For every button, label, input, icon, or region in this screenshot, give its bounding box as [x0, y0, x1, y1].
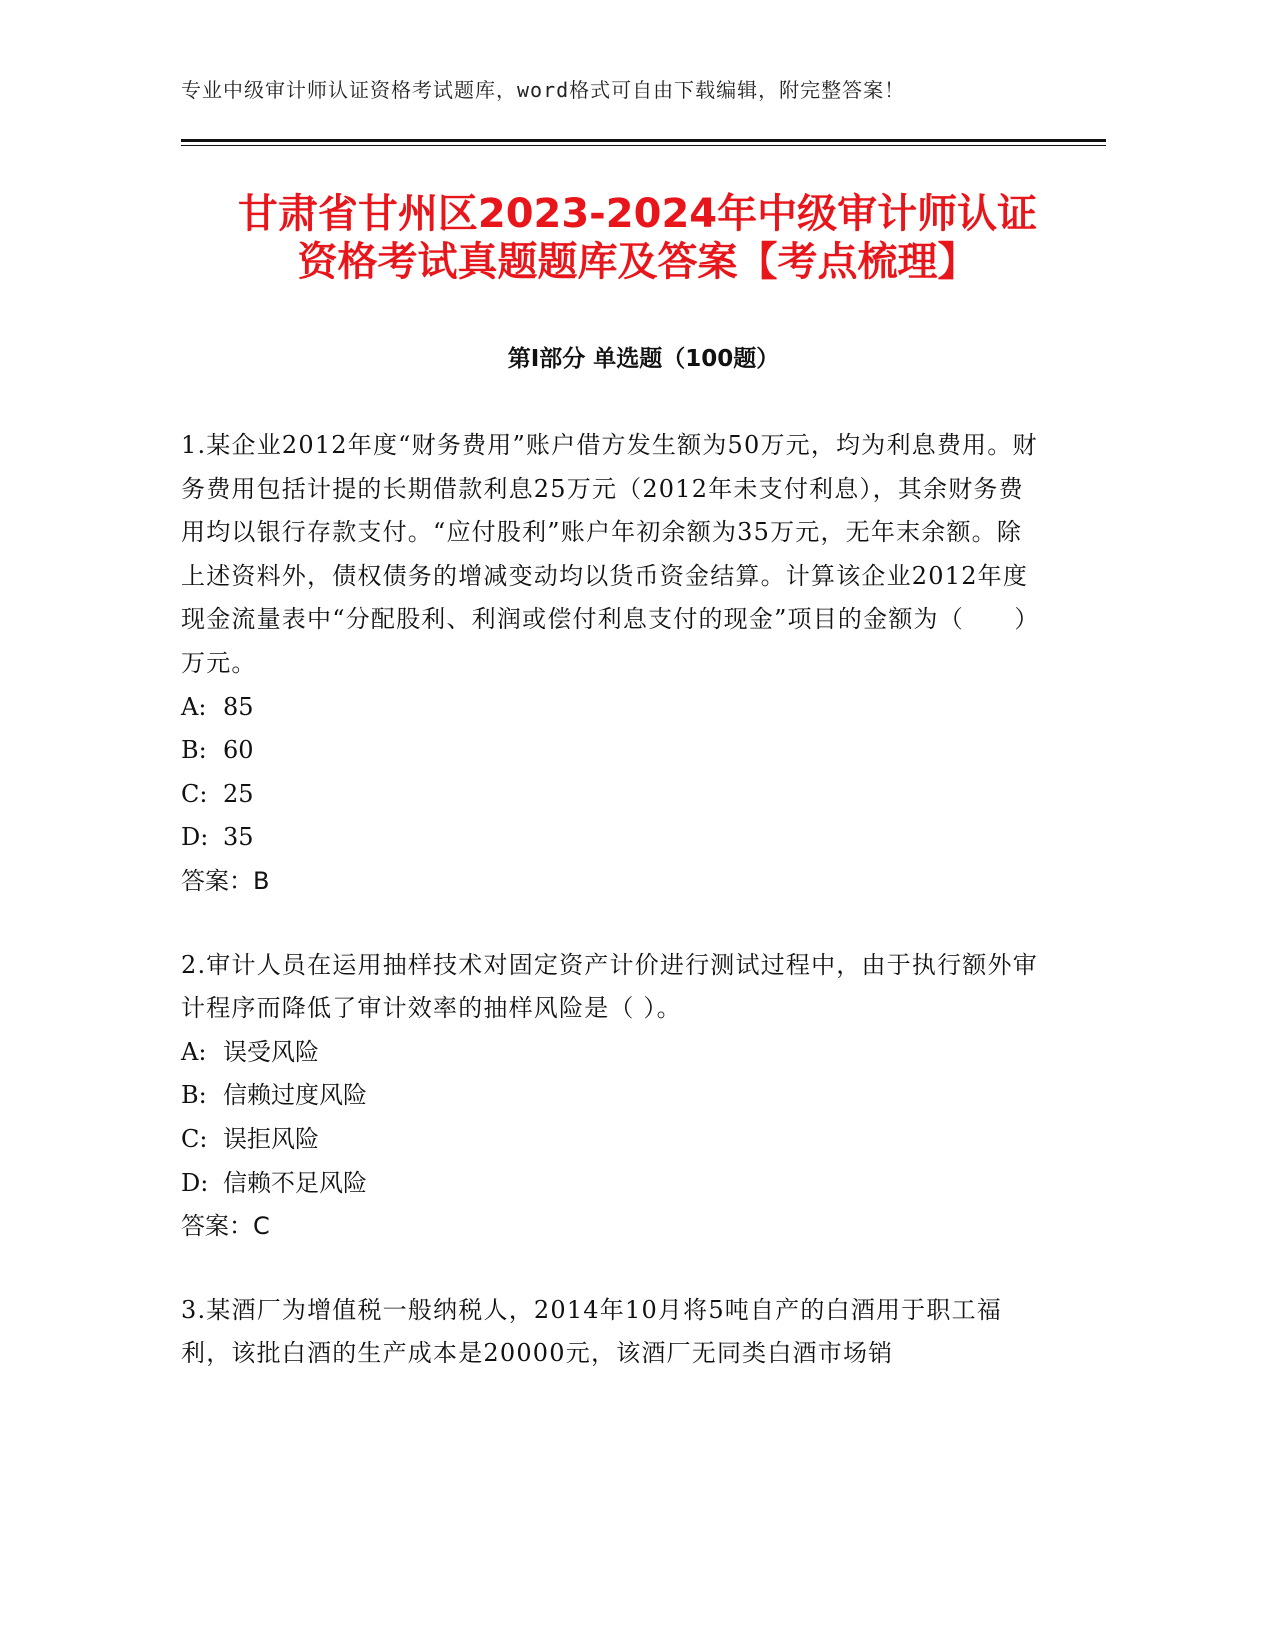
- option-d: [181, 816, 1041, 860]
- option-text: 误受风险: [223, 1037, 319, 1066]
- option-text: 误拒风险: [223, 1124, 319, 1153]
- question-2: [181, 944, 1041, 1249]
- option-key: C:: [181, 779, 208, 808]
- option-text: 85: [223, 692, 254, 721]
- option-text: 35: [223, 823, 254, 852]
- option-key: C:: [181, 1124, 208, 1153]
- question-1: [181, 424, 1041, 904]
- option-text: 25: [223, 779, 254, 808]
- document-title: [150, 190, 1125, 286]
- option-c: [181, 773, 1041, 817]
- option-key: A:: [181, 1037, 207, 1066]
- question-stem: 1.某企业2012年度“财务费用”账户借方发生额为50万元，均为利息费用。财务费用包括计提的长期借款利息25万元（2012年未支付利息），其余财务费用均以银行存款支付。“应付股利”账户年初余额为35万元，无年末余额。除上述资料外，债权债务的增减变动均以货币资金结算。计算该企业2012年度现金流量表中“分配股利、利润或偿付利息支付的现金”项目的金额为（ ）万元。: [181, 431, 1040, 677]
- option-a: [181, 1031, 1041, 1075]
- option-key: B:: [181, 736, 207, 765]
- question-list: [181, 424, 1041, 1416]
- question-stem: 2.审计人员在运用抽样技术对固定资产计价进行测试过程中，由于执行额外审计程序而降低了审计效率的抽样风险是（ ）。: [181, 950, 1038, 1023]
- option-key: D:: [181, 823, 209, 852]
- option-key: B:: [181, 1081, 207, 1110]
- option-key: A:: [181, 692, 207, 721]
- answer-label: 答案：C: [181, 1212, 270, 1241]
- title-line-2: 资格考试真题题库及答案【考点梳理】: [297, 239, 978, 285]
- option-c: [181, 1118, 1041, 1162]
- option-a: [181, 686, 1041, 730]
- header-rule-thin: [181, 145, 1106, 146]
- question-3: [181, 1289, 1041, 1376]
- option-text: 60: [223, 736, 254, 765]
- option-key: D:: [181, 1168, 209, 1197]
- option-b: [181, 729, 1041, 773]
- option-text: 信赖不足风险: [223, 1168, 367, 1197]
- header-note: 专业中级审计师认证资格考试题库，word格式可自由下载编辑，附完整答案！: [181, 78, 906, 102]
- header-rule-thick: [181, 139, 1106, 142]
- question-stem: 3.某酒厂为增值税一般纳税人，2014年10月将5吨自产的白酒用于职工福利，该批白酒的生产成本是20000元，该酒厂无同类白酒市场销: [181, 1295, 1002, 1368]
- option-d: [181, 1162, 1041, 1206]
- option-text: 信赖过度风险: [223, 1081, 367, 1110]
- answer-label: 答案：B: [181, 866, 270, 895]
- title-line-1: 甘肃省甘州区2023-2024年中级审计师认证: [237, 191, 1038, 237]
- option-b: [181, 1074, 1041, 1118]
- section-heading: 第I部分 单选题（100题）: [507, 346, 780, 372]
